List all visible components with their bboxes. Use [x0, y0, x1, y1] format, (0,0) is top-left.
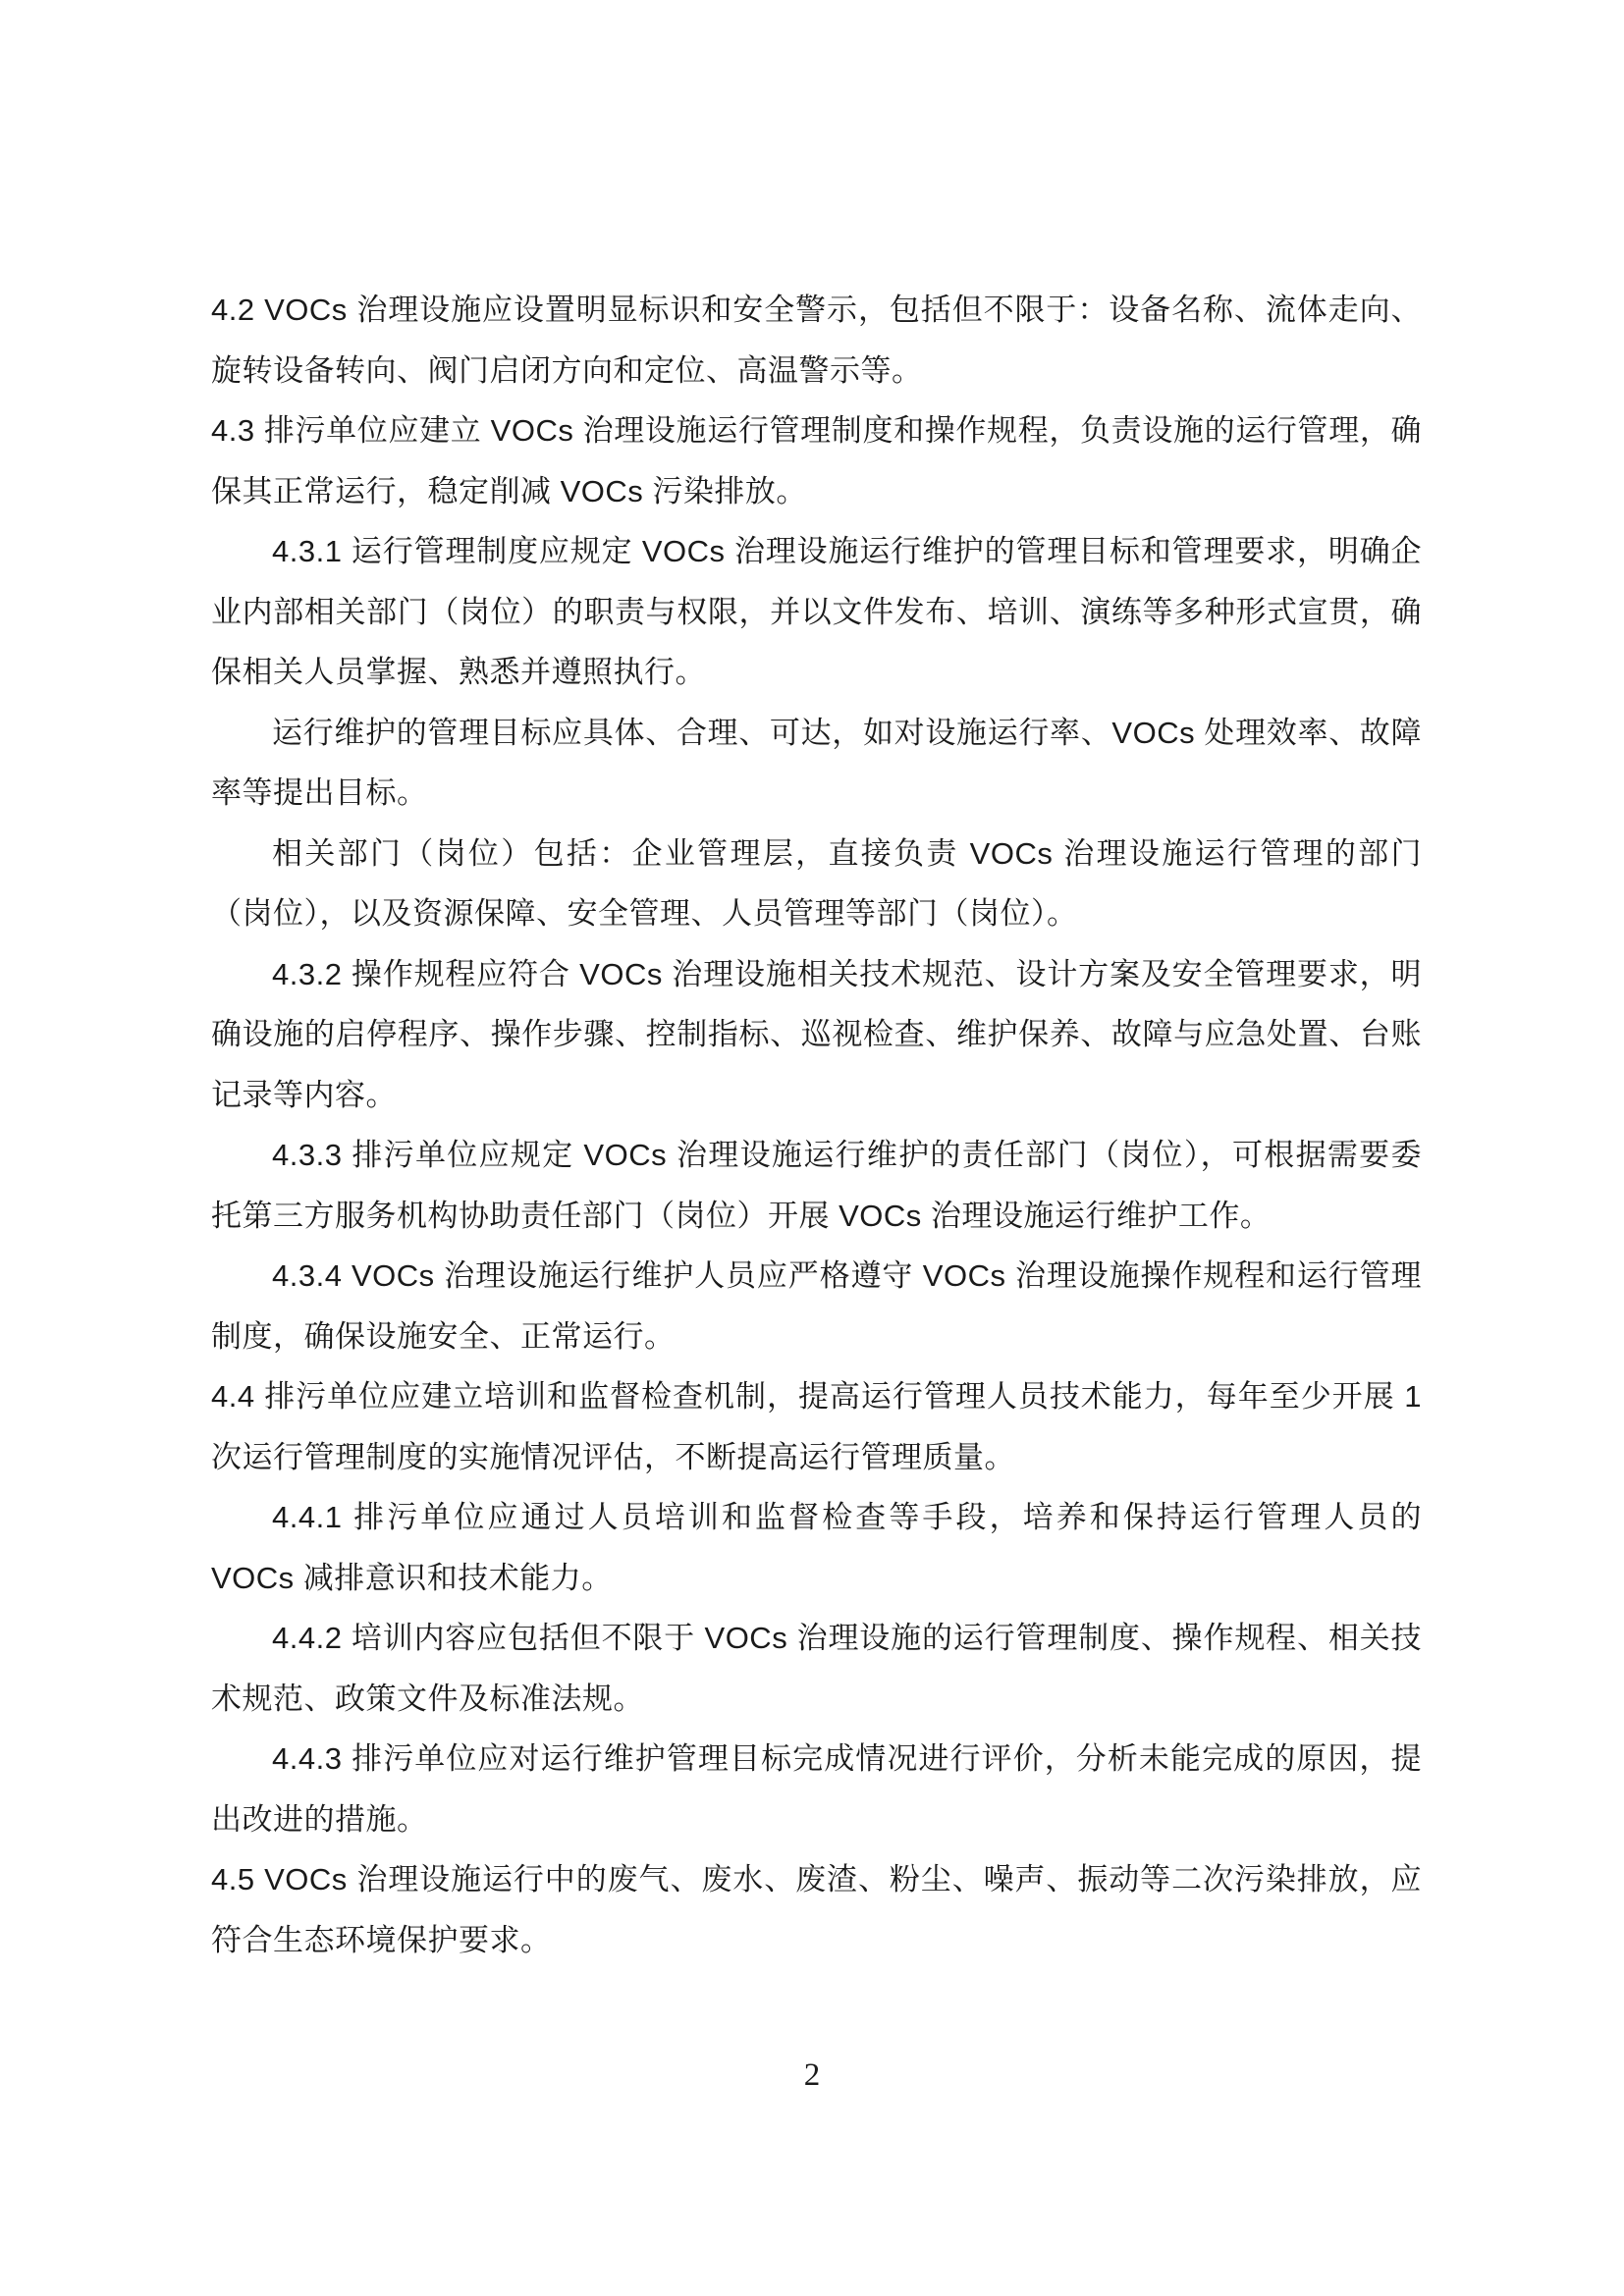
clause-4-3-4: 4.3.4 VOCs 治理设施运行维护人员应严格遵守 VOCs 治理设施操作规程和运行管理制度，确保设施安全、正常运行。	[211, 1258, 1422, 1354]
clause-4-5: 4.5 VOCs 治理设施运行中的废气、废水、废渣、粉尘、噪声、振动等二次污染排放，应符合生态环境保护要求。	[211, 1862, 1422, 1957]
clause-4-3-1-note-departments: 相关部门（岗位）包括：企业管理层，直接负责 VOCs 治理设施运行管理的部门（岗位），以及资源保障、安全管理、人员管理等部门（岗位）。	[211, 835, 1422, 931]
document-body	[211, 280, 1422, 1970]
clause-4-4-1: 4.4.1 排污单位应通过人员培训和监督检查等手段，培养和保持运行管理人员的 VOCs 减排意识和技术能力。	[211, 1500, 1422, 1595]
clause-4-4-3: 4.4.3 排污单位应对运行维护管理目标完成情况进行评价，分析未能完成的原因，提出改进的措施。	[211, 1741, 1422, 1837]
clause-4-3-1: 4.3.1 运行管理制度应规定 VOCs 治理设施运行维护的管理目标和管理要求，明确企业内部相关部门（岗位）的职责与权限，并以文件发布、培训、演练等多种形式宣贯，确保相关人员掌握、熟悉并遵照执行。	[211, 534, 1422, 689]
clause-4-3-1-note-goals: 运行维护的管理目标应具体、合理、可达，如对设施运行率、VOCs 处理效率、故障率等提出目标。	[211, 715, 1422, 810]
clause-4-3: 4.3 排污单位应建立 VOCs 治理设施运行管理制度和操作规程，负责设施的运行管理，确保其正常运行，稳定削减 VOCs 污染排放。	[211, 413, 1422, 508]
clause-4-4-2: 4.4.2 培训内容应包括但不限于 VOCs 治理设施的运行管理制度、操作规程、相关技术规范、政策文件及标准法规。	[211, 1621, 1422, 1716]
page-number: 2	[803, 2057, 821, 2093]
clause-4-3-2: 4.3.2 操作规程应符合 VOCs 治理设施相关技术规范、设计方案及安全管理要求，明确设施的启停程序、操作步骤、控制指标、巡视检查、维护保养、故障与应急处置、台账记录等内容。	[211, 956, 1422, 1112]
clause-4-3-3: 4.3.3 排污单位应规定 VOCs 治理设施运行维护的责任部门（岗位），可根据需要委托第三方服务机构协助责任部门（岗位）开展 VOCs 治理设施运行维护工作。	[211, 1138, 1422, 1233]
clause-4-2: 4.2 VOCs 治理设施应设置明显标识和安全警示，包括但不限于：设备名称、流体走向、旋转设备转向、阀门启闭方向和定位、高温警示等。	[211, 293, 1422, 388]
clause-4-4: 4.4 排污单位应建立培训和监督检查机制，提高运行管理人员技术能力，每年至少开展 1 次运行管理制度的实施情况评估，不断提高运行管理质量。	[211, 1379, 1422, 1474]
